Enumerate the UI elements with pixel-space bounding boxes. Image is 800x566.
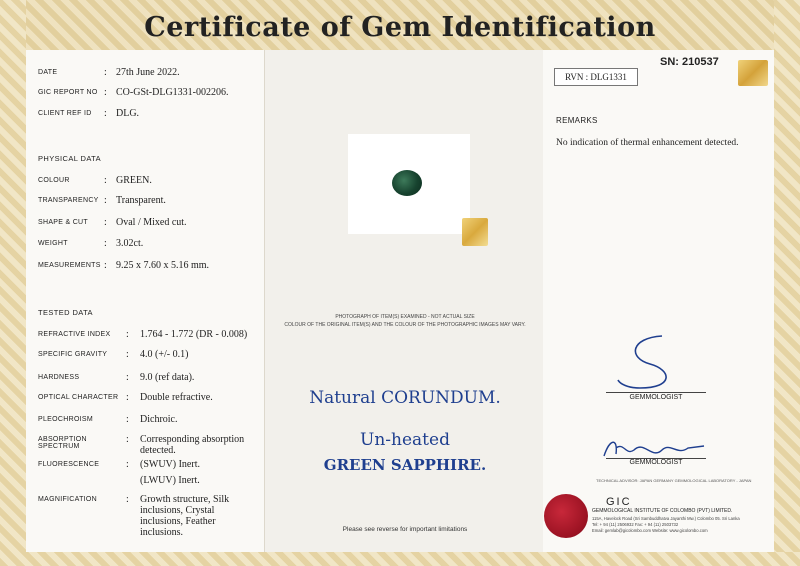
gem-photo [392,170,422,196]
physical-label: WEIGHT [38,240,68,247]
gemmologist-label: GEMMOLOGIST [629,394,683,401]
border-right [774,0,800,566]
identification: Natural CORUNDUM. [309,388,501,408]
photo-caption-line: COLOUR OF THE ORIGINAL ITEM(S) AND THE COLOUR OF THE PHOTOGRAPHIC IMAGES MAY VARY. [284,322,526,328]
tested-row: ABSORPTION SPECTRUM : Corresponding absorption detected. [38,434,250,456]
tested-value: 1.764 - 1.772 (DR - 0.008) [140,329,248,340]
physical-label: MEASUREMENTS [38,262,101,269]
rvn-box: RVN : DLG1331 [554,68,638,86]
lab-email: Email: gemlab@gicolombo.com Website: www.gicolombo.com [592,528,708,533]
physical-label: COLOUR [38,177,70,184]
tested-row: MAGNIFICATION : Growth structure, Silk inclusions, Crystal inclusions, Feather inclusions. [38,494,250,538]
tested-label: FLUORESCENCE [38,461,100,468]
remarks-heading: REMARKS [556,116,598,125]
hologram-label [738,60,768,86]
tested-row: REFRACTIVE INDEX : 1.764 - 1.772 (DR - 0.008) [38,329,248,340]
detail-value: CO-GSt-DLG1331-002206. [116,87,229,98]
lab-logo: GIC [606,496,632,508]
tested-label: ABSORPTION SPECTRUM [38,436,87,450]
physical-value: 3.02ct. [116,238,144,249]
lab-name: GEMMOLOGICAL INSTITUTE OF COLOMBO (PVT) LIMITED. [592,508,733,514]
border-bottom [0,552,800,566]
detail-row: DATE : 27th June 2022. [38,67,180,78]
wax-seal [544,494,588,538]
tested-value: Dichroic. [140,414,178,425]
physical-value: Oval / Mixed cut. [116,217,187,228]
physical-row: COLOUR : GREEN. [38,175,152,186]
physical-heading: PHYSICAL DATA [38,154,101,163]
detail-label: DATE [38,69,58,76]
physical-value: 9.25 x 7.60 x 5.16 mm. [116,260,210,271]
border-left [0,0,26,566]
tested-value: Corresponding absorption detected. [140,434,245,456]
tested-heading: TESTED DATA [38,308,93,317]
tested-row [38,475,200,486]
detail-row: CLIENT REF ID : DLG. [38,108,140,119]
tested-value: (SWUV) Inert. [140,459,200,470]
tested-value: Double refractive. [140,392,213,403]
certificate-title: Certificate of Gem Identification [144,12,656,43]
lab-phone: Tel: + 94 (11) 2506932 Fax: + 94 (11) 2503732 [592,522,679,527]
hologram-sticker [462,218,488,246]
physical-value: Transparent. [116,195,166,206]
tested-label: SPECIFIC GRAVITY [38,351,108,358]
tested-label: PLEOCHROISM [38,416,94,423]
signature-line [606,392,706,393]
physical-row: WEIGHT : 3.02ct. [38,238,144,249]
tested-row: OPTICAL CHARACTER : Double refractive. [38,392,213,403]
gemmologist-label: GEMMOLOGIST [629,459,683,466]
tested-label [38,475,126,477]
detail-row: GIC REPORT NO : CO-GSt-DLG1331-002206. [38,87,229,98]
tested-label: HARDNESS [38,374,80,381]
tested-label: MAGNIFICATION [38,496,97,503]
remarks-text: No indication of thermal enhancement detected. [556,138,739,148]
variety: GREEN SAPPHIRE. [323,456,487,474]
physical-row: TRANSPARENCY : Transparent. [38,195,166,206]
physical-row: SHAPE & CUT : Oval / Mixed cut. [38,217,187,228]
tested-row: FLUORESCENCE : (SWUV) Inert. [38,459,200,470]
photo-caption-line: PHOTOGRAPH OF ITEM(S) EXAMINED - NOT ACTUAL SIZE [335,314,475,320]
detail-label: CLIENT REF ID [38,110,92,117]
physical-label: TRANSPARENCY [38,197,99,204]
middle-panel [264,50,544,552]
detail-label: GIC REPORT NO [38,89,98,96]
tested-label: REFRACTIVE INDEX [38,331,111,338]
photo-caption [274,313,536,329]
right-panel [543,50,774,552]
tested-row: HARDNESS : 9.0 (ref data). [38,372,195,383]
physical-label: SHAPE & CUT [38,219,88,226]
lab-address: 115A, Havelock Road (Sri Sambuddhatva Jayanthi Mw.) Colombo 05. Sri Lanka [592,516,740,521]
serial-number: SN: 210537 [660,56,719,68]
tested-value: (LWUV) Inert. [140,475,200,486]
technical-advisor: TECHNICAL ADVISOR: JAPAN GERMANY GEMMOLOGICAL LABORATORY - JAPAN [596,478,752,483]
physical-row: MEASUREMENTS : 9.25 x 7.60 x 5.16 mm. [38,260,210,271]
detail-value: DLG. [116,108,140,119]
tested-label: OPTICAL CHARACTER [38,394,119,401]
tested-row: PLEOCHROISM : Dichroic. [38,414,178,425]
reverse-note: Please see reverse for important limitations [342,526,468,533]
tested-value: 4.0 (+/- 0.1) [140,349,189,360]
detail-value: 27th June 2022. [116,67,180,78]
physical-value: GREEN. [116,175,152,186]
signature-1 [610,330,690,392]
treatment: Un-heated [360,430,450,450]
tested-value: 9.0 (ref data). [140,372,195,383]
tested-row: SPECIFIC GRAVITY : 4.0 (+/- 0.1) [38,349,189,360]
tested-value: Growth structure, Silk inclusions, Crystal inclusions, Feather inclusions. [140,494,230,538]
